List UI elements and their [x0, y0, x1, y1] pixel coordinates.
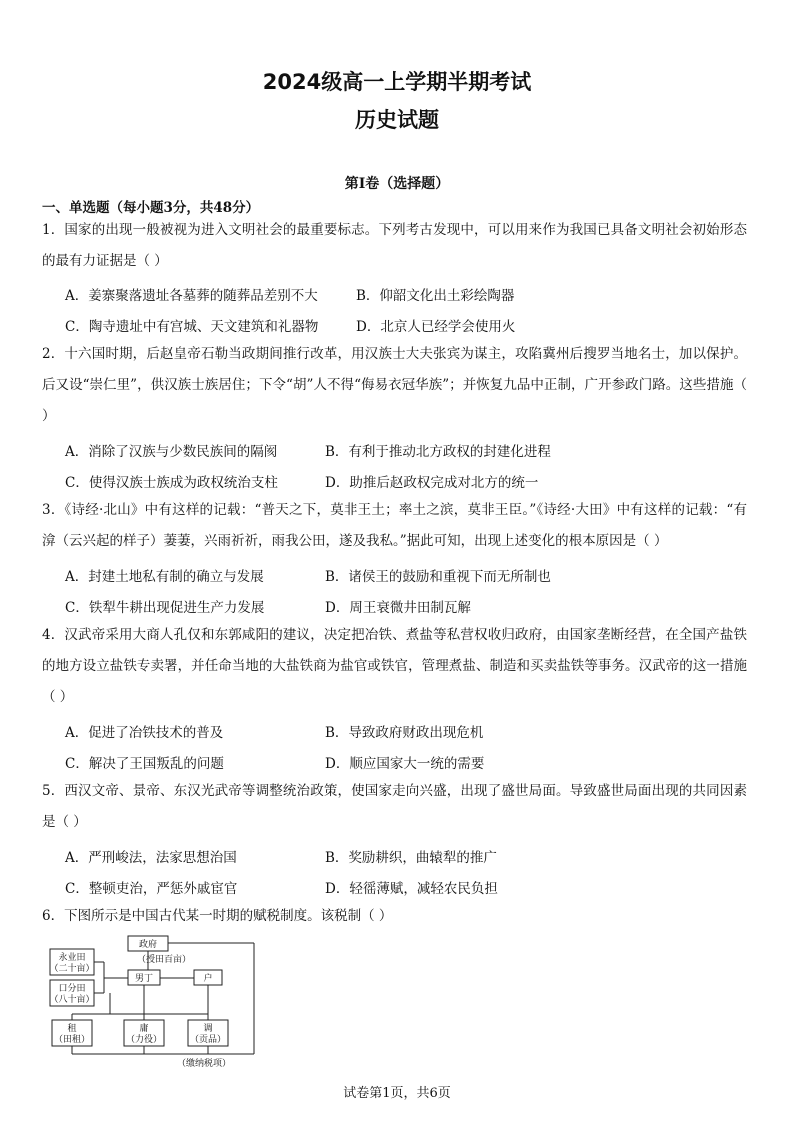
question-4-text: 4．汉武帝采用大商人孔仅和东郭咸阳的建议，决定把冶铁、煮盐等私营权收归政府，由国家垄断经营，在全国产盐铁的地方设立盐铁专卖署，并任命当地的大盐铁商为盐官或铁官，管理煮盐、制造和买卖盐铁等事务。汉武帝的这一措施（ ）: [42, 627, 747, 705]
question-1-option-b[interactable]: B．仰韶文化出土彩绘陶器: [356, 288, 515, 304]
diao-desc: （贡品）: [189, 1035, 227, 1045]
question-4-option-b[interactable]: B．导致政府财政出现危机: [325, 725, 484, 741]
question-1-option-d[interactable]: D．北京人已经学会使用火: [356, 319, 516, 335]
question-3-option-d[interactable]: D．周王衰微井田制瓦解: [325, 600, 471, 616]
household-label: 户: [203, 974, 213, 984]
question-5-option-a[interactable]: A．严刑峻法，法家思想治国: [65, 850, 237, 866]
yongye-area: （二十亩）: [49, 964, 95, 974]
page-footer: 试卷第1页，共6页: [343, 1086, 451, 1101]
question-2-text: 2．十六国时期，后赵皇帝石勒当政期间推行改革，用汉族士大夫张宾为谋主，攻陷冀州后搜罗当地名士，加以保护。后又设“崇仁里”，供汉族士族居住；下令“胡”人不得“侮易衣冠华族”；并恢复九品中正制，广开参政门路。这些措施（ ）: [42, 346, 747, 424]
question-3-option-c[interactable]: C．铁犁牛耕出现促进生产力发展: [65, 600, 265, 616]
question-3-option-a[interactable]: A．封建土地私有制的确立与发展: [65, 569, 264, 585]
question-5-option-b[interactable]: B．奖励耕织，曲辕犁的推广: [325, 850, 497, 866]
male-adult-label: 男丁: [134, 974, 154, 984]
grant-label: （授田百亩）: [136, 955, 192, 965]
question-1-option-c[interactable]: C．陶寺遗址中有宫城、天文建筑和礼器物: [65, 319, 319, 335]
question-5-option-c[interactable]: C．整顿吏治，严惩外戚宦官: [65, 881, 238, 897]
yong-label: 庸: [139, 1024, 149, 1034]
zu-label: 租: [67, 1024, 77, 1034]
payment-label: （缴纳税项）: [176, 1059, 232, 1069]
section-heading: 一、单选题（每小题3分，共48分）: [42, 200, 260, 216]
question-6-text: 6．下图所示是中国古代某一时期的赋税制度。该税制（ ）: [42, 908, 393, 924]
question-2-option-c[interactable]: C．使得汉族士族成为政权统治支柱: [65, 475, 278, 491]
question-4-option-a[interactable]: A．促进了冶铁技术的普及: [65, 725, 224, 741]
government-label: 政府: [138, 940, 158, 950]
tax-system-diagram: [44, 932, 264, 1072]
part-heading: 第Ⅰ卷（选择题）: [344, 176, 450, 192]
question-5-option-d[interactable]: D．轻徭薄赋，减轻农民负担: [325, 881, 498, 897]
question-1-text: 1．国家的出现一般被视为进入文明社会的最重要标志。下列考古发现中，可以用来作为我国已具备文明社会初始形态的最有力证据是（ ）: [42, 222, 747, 269]
question-3-option-b[interactable]: B．诸侯王的鼓励和重视下而无所制也: [325, 569, 551, 585]
exam-subject: 历史试题: [355, 108, 439, 132]
question-2-option-d[interactable]: D．助推后赵政权完成对北方的统一: [325, 475, 539, 491]
question-4-option-c[interactable]: C．解决了王国叛乱的问题: [65, 756, 224, 772]
exam-title: 2024级高一上学期半期考试: [262, 70, 532, 94]
yong-desc: （力役）: [125, 1035, 163, 1045]
yongye-label: 永业田: [58, 953, 86, 963]
zu-desc: （田租）: [53, 1035, 91, 1045]
question-1-option-a[interactable]: A．姜寨聚落遗址各墓葬的随葬品差别不大: [65, 288, 318, 304]
question-2-option-b[interactable]: B．有利于推动北方政权的封建化进程: [325, 444, 551, 460]
koufen-label: 口分田: [58, 984, 86, 994]
question-2-option-a[interactable]: A．消除了汉族与少数民族间的隔阂: [65, 444, 278, 460]
question-5-text: 5．西汉文帝、景帝、东汉光武帝等调整统治政策，使国家走向兴盛，出现了盛世局面。导致盛世局面出现的共同因素是（ ）: [42, 783, 747, 830]
question-3-text: 3．《诗经·北山》中有这样的记载：“普天之下，莫非王土；率土之滨，莫非王臣。”《诗经·大田》中有这样的记载：“有渰（云兴起的样子）萋萋，兴雨祈祈，雨我公田，遂及我私。”据此可知，出现上述变化的根本原因是（ ）: [42, 502, 747, 549]
diao-label: 调: [203, 1024, 213, 1034]
question-4-option-d[interactable]: D．顺应国家大一统的需要: [325, 756, 485, 772]
koufen-area: （八十亩）: [49, 995, 95, 1005]
